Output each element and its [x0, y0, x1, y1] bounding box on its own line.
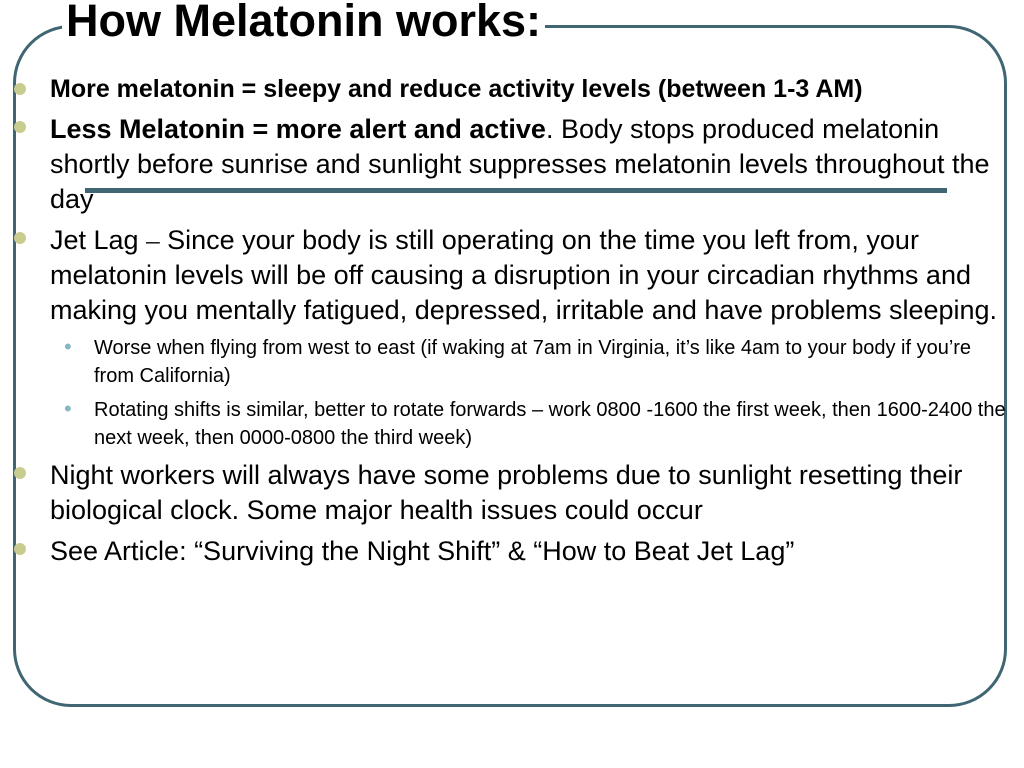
sub-bullet-text: Rotating shifts is similar, better to rotate forwards – work 0800 -1600 the first week, then 1600-2400 the next week, then 0000-0800 the third week) [94, 399, 1006, 449]
bullet-item [14, 73, 1006, 106]
sub-bullet-text: Worse when flying from west to east (if waking at 7am in Virginia, it’s like 4am to your body if you’re from California) [94, 337, 972, 387]
bullet-text: See Article: “Surviving the Night Shift” & “How to Beat Jet Lag” [50, 536, 795, 566]
bullet-dot-icon [14, 83, 26, 95]
bullet-text: Night workers will always have some problems due to sunlight resetting their biological clock. Some major health issues could occur [50, 460, 963, 525]
bullet-dot-icon [14, 232, 26, 244]
bullet-lead-text: Jet Lag [50, 225, 147, 255]
dash: – [146, 225, 160, 255]
bullet-item [14, 223, 1006, 328]
bullet-dot-icon [14, 543, 26, 555]
sub-bullet-item [14, 334, 1006, 390]
sub-bullet-dot-icon: • [64, 396, 72, 421]
bullet-item [14, 534, 1006, 569]
bullet-text: Since your body is still operating on the time you left from, your melatonin levels will be off causing a disruption in your circadian rhythms and making you mentally fatigued, depressed, irritable and have problems sleeping. [50, 225, 998, 325]
bullet-text: More melatonin = sleepy and reduce activity levels (between 1-3 AM) [50, 75, 863, 103]
bullet-item [14, 458, 1006, 528]
slide-title: How Melatonin works: [62, 0, 545, 46]
bullet-list [14, 73, 1006, 575]
bullet-dot-icon [14, 467, 26, 479]
bullet-bold-text: Less Melatonin = more alert and active [50, 114, 546, 144]
bullet-dot-icon [14, 121, 26, 133]
bullet-item [14, 112, 1006, 217]
bullet-text: . Body stops produced melatonin shortly before sunrise and sunlight suppresses melatonin levels throughout the day [50, 114, 990, 214]
sub-bullet-dot-icon: • [64, 334, 72, 359]
sub-bullet-item [14, 396, 1006, 452]
